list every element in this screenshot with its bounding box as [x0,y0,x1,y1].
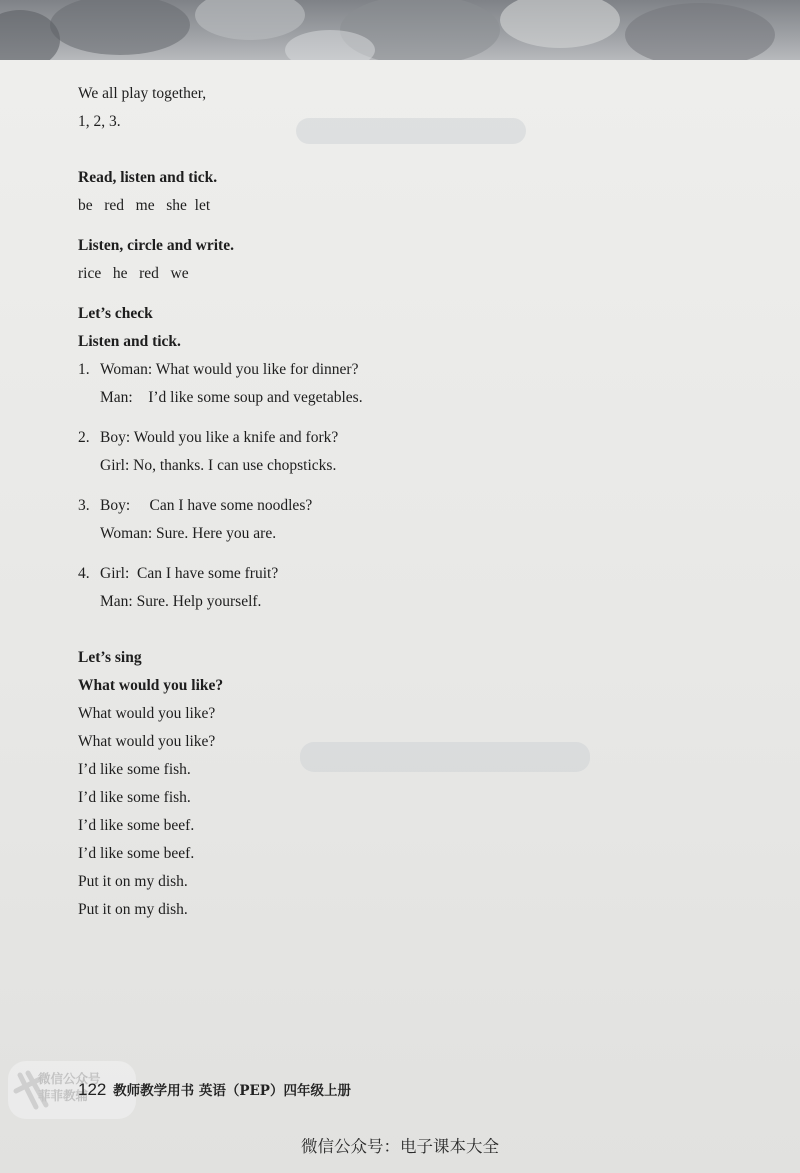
section-heading: Listen, circle and write. [78,237,234,254]
song-line: What would you like? [78,705,216,722]
bottom-watermark: 微信公众号：电子课本大全 [301,1137,499,1156]
logo-watermark-line: 菲菲教辅 [38,1088,89,1103]
page-content [78,80,498,924]
dialogue-item [78,560,498,616]
dialogue-line: Woman: Sure. Here you are. [100,525,277,542]
song-line: Put it on my dish. [78,873,188,890]
item-number: 4. [78,565,90,582]
page-number: 122 [78,1080,107,1099]
item-number: 2. [78,429,90,446]
word-list: rice he red we [78,265,189,282]
section-subheading: Listen and tick. [78,333,181,350]
section-heading: Read, listen and tick. [78,169,218,186]
dialogue-line: Man: I’d like some soup and vegetables. [100,389,363,406]
section-heading: Let’s check [78,305,153,322]
dialogue-line: Girl: No, thanks. I can use chopsticks. [100,457,337,474]
dialogue-line: Woman: What would you like for dinner? [100,361,359,378]
song-line: 1, 2, 3. [78,113,121,130]
item-number: 1. [78,361,90,378]
song-line: I’d like some beef. [78,845,195,862]
song-line: We all play together, [78,85,207,102]
dialogue-item [78,492,498,548]
dialogue-line: Boy: Would you like a knife and fork? [100,429,339,446]
dialogue-line: Boy: Can I have some noodles? [100,497,313,514]
section-heading: Let’s sing [78,649,142,666]
dialogue-line: Girl: Can I have some fruit? [100,565,279,582]
page-footer [78,1079,351,1100]
song-line: I’d like some beef. [78,817,195,834]
dialogue-item [78,356,498,412]
dialogue-line: Man: Sure. Help yourself. [100,593,262,610]
song-line: What would you like? [78,733,216,750]
item-number: 3. [78,497,90,514]
book-title: 教师教学用书 英语（PEP）四年级上册 [113,1083,351,1099]
word-list: be red me she let [78,197,211,214]
song-title: What would you like? [78,677,224,694]
dialogue-item [78,424,498,480]
song-line: I’d like some fish. [78,789,191,806]
logo-watermark-line: 微信公众号 [38,1071,101,1086]
song-line: I’d like some fish. [78,761,191,778]
song-line: Put it on my dish. [78,901,188,918]
